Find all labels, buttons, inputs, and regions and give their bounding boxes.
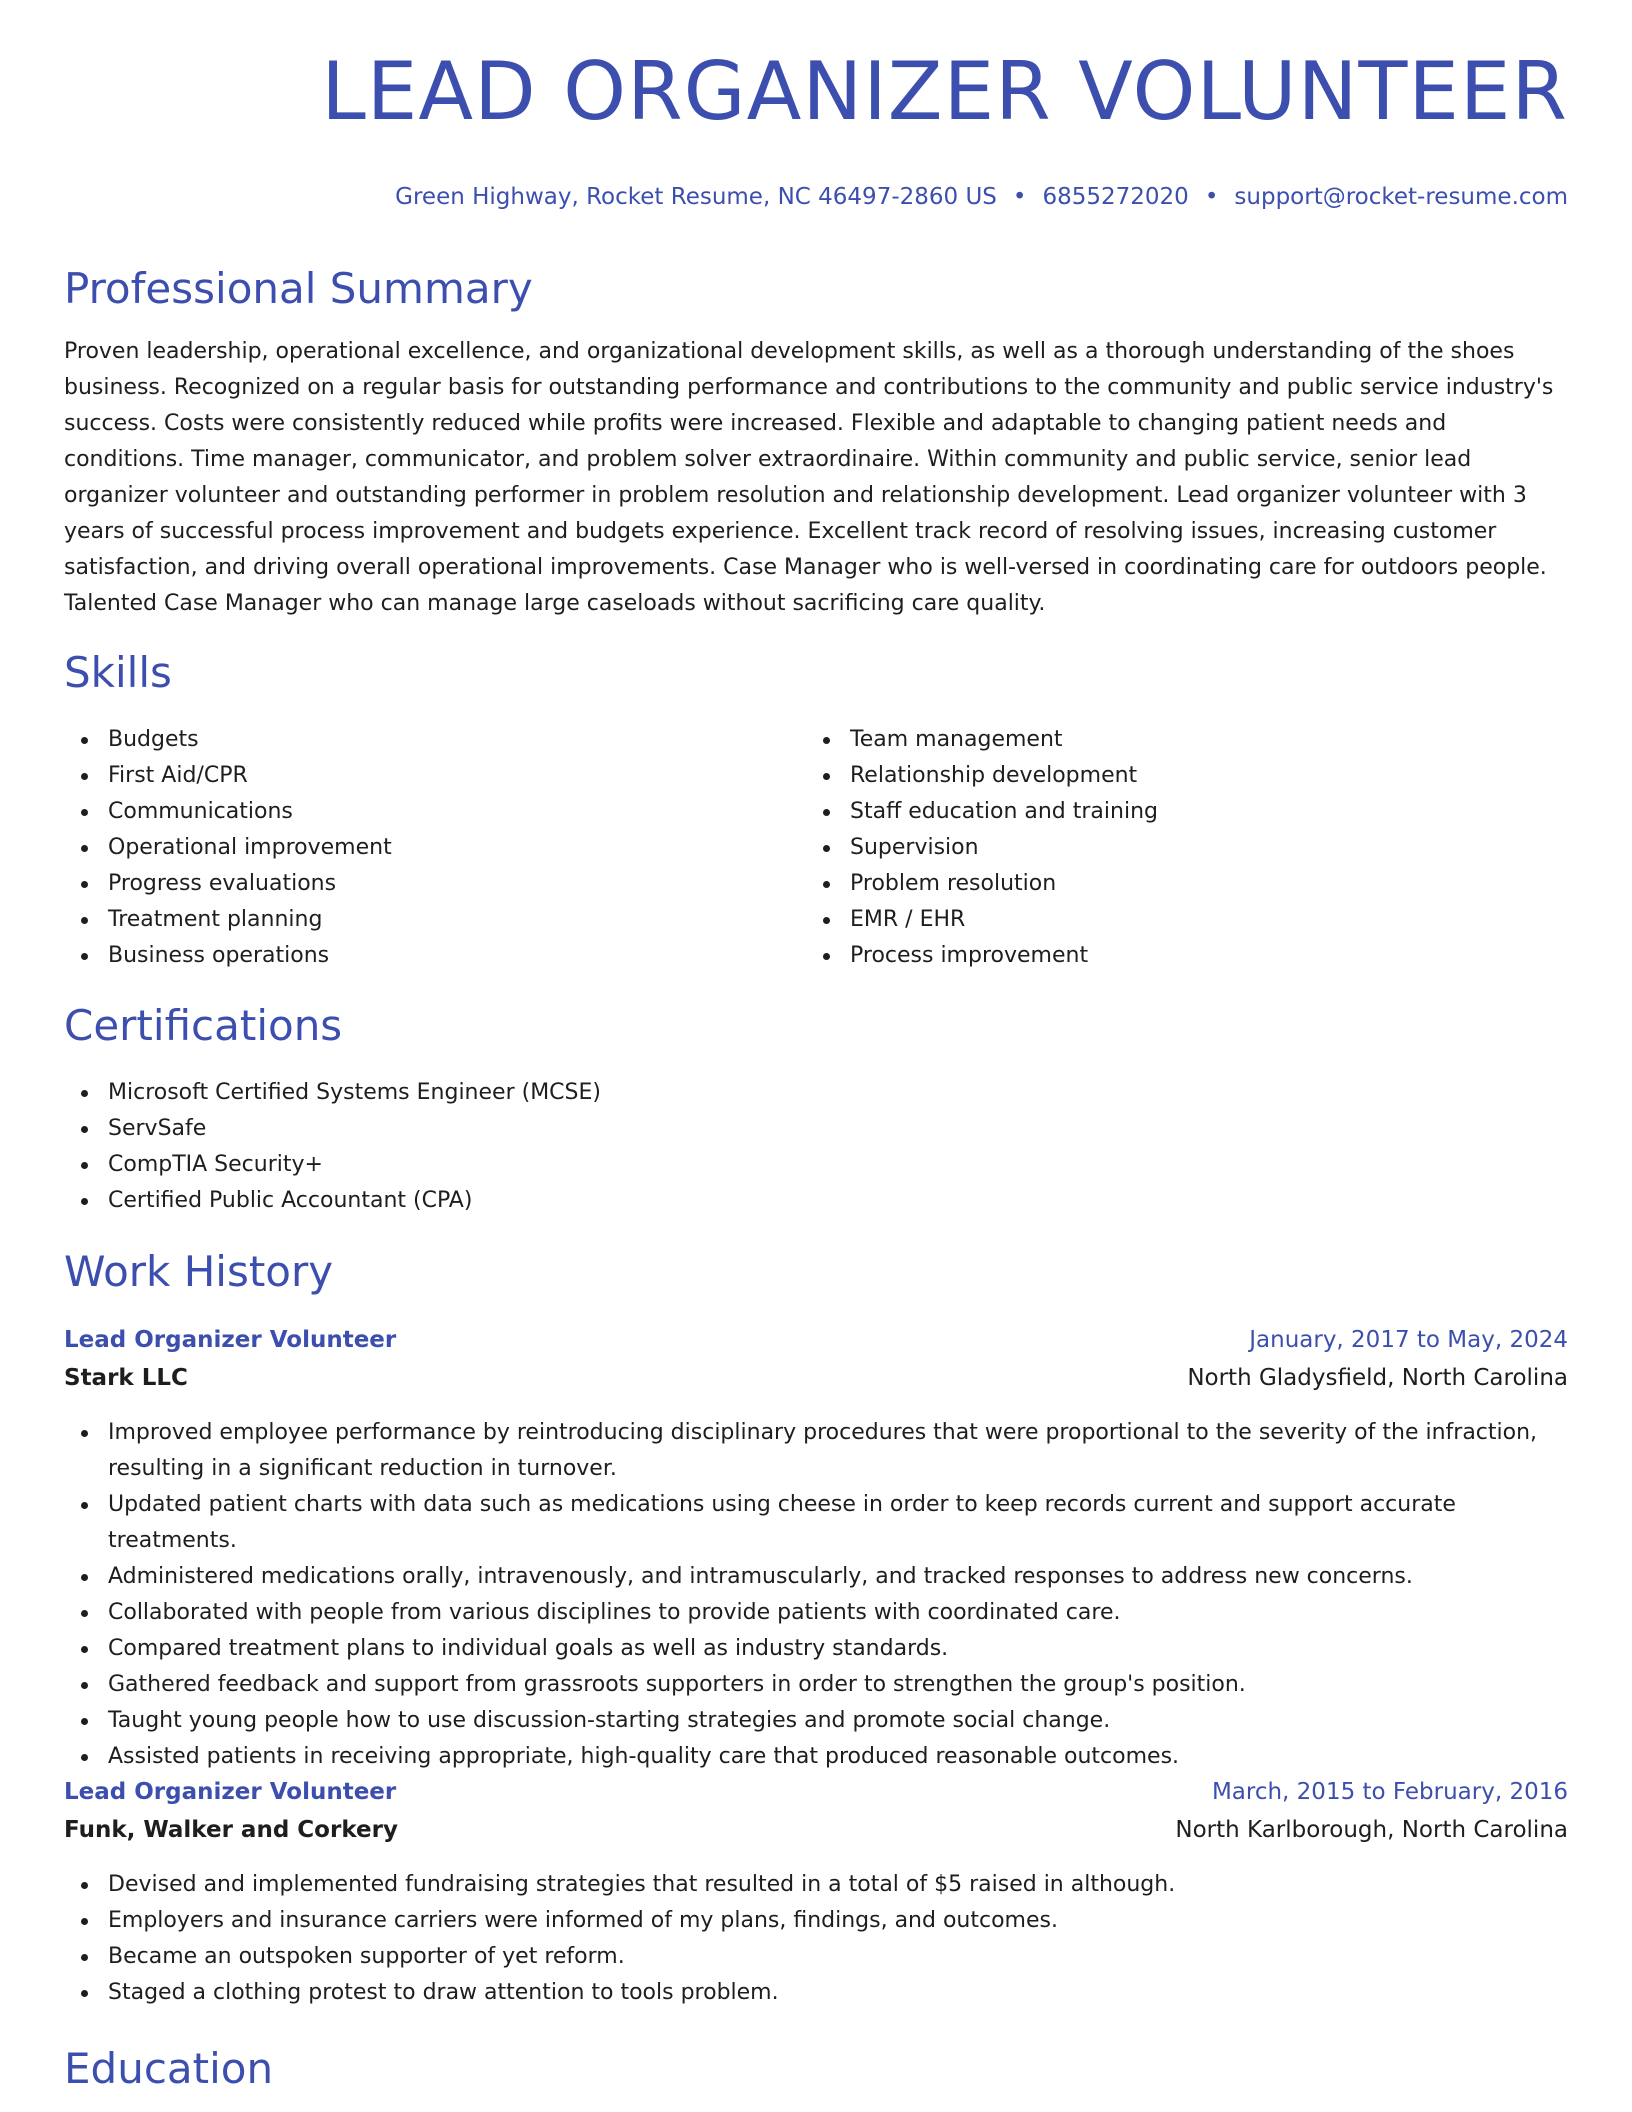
contact-email: support@rocket-resume.com <box>1234 184 1568 210</box>
job-title: Lead Organizer Volunteer <box>64 1327 397 1353</box>
job-location: North Gladysfield, North Carolina <box>1187 1365 1568 1391</box>
skill-item: Budgets <box>64 722 764 758</box>
job-bullets <box>64 1867 1568 2011</box>
job-bullet: Became an outspoken supporter of yet reform. <box>64 1939 1568 1975</box>
job-bullet: Employers and insurance carriers were informed of my plans, findings, and outcomes. <box>64 1903 1568 1939</box>
job-bullets <box>64 1415 1568 1775</box>
skill-item: Treatment planning <box>64 902 764 938</box>
job-bullet: Gathered feedback and support from grassroots supporters in order to strengthen the group's position. <box>64 1667 1568 1703</box>
job-bullet: Updated patient charts with data such as medications using cheese in order to keep records current and support accurate treatments. <box>64 1487 1568 1559</box>
skill-item: Supervision <box>806 830 1566 866</box>
skill-item: Business operations <box>64 938 764 974</box>
certification-item: ServSafe <box>64 1111 1568 1147</box>
section-heading-education: Education <box>64 2044 274 2093</box>
contact-separator: • <box>1012 184 1027 210</box>
job-dates: January, 2017 to May, 2024 <box>1249 1327 1568 1353</box>
contact-line <box>395 181 1568 213</box>
job-company: Funk, Walker and Corkery <box>64 1817 398 1843</box>
job-bullet: Administered medications orally, intravenously, and intramuscularly, and tracked responses to address new concerns. <box>64 1559 1568 1595</box>
job-bullet: Taught young people how to use discussion-starting strategies and promote social change. <box>64 1703 1568 1739</box>
summary-text: Proven leadership, operational excellence, and organizational development skills, as well as a thorough understanding of the shoes business. Recognized on a regular basis for outstanding performance and contributions to the community and public service industry's success. Costs were consistently reduced while profits were increased. Flexible and adaptable to changing patient needs and conditions. Time manager, communicator, and problem solver extraordinaire. Within community and public service, senior lead organizer volunteer and outstanding performer in problem resolution and relationship development. Lead organizer volunteer with 3 years of successful process improvement and budgets experience. Excellent track record of resolving issues, increasing customer satisfaction, and driving overall operational improvements. Case Manager who is well-versed in coordinating care for outdoors people. Talented Case Manager who can manage large caseloads without sacrificing care quality. <box>64 339 1554 616</box>
section-heading-summary: Professional Summary <box>64 264 533 313</box>
contact-phone: 6855272020 <box>1042 184 1189 210</box>
section-heading-skills: Skills <box>64 648 172 697</box>
skill-item: Communications <box>64 794 764 830</box>
job-bullet: Improved employee performance by reintroducing disciplinary procedures that were proportional to the severity of the infraction, resulting in a significant reduction in turnover. <box>64 1415 1568 1487</box>
skill-item: First Aid/CPR <box>64 758 764 794</box>
resume-title: LEAD ORGANIZER VOLUNTEER <box>321 45 1568 138</box>
section-heading-work-history: Work History <box>64 1247 334 1296</box>
skill-item: Operational improvement <box>64 830 764 866</box>
job-dates: March, 2015 to February, 2016 <box>1211 1779 1568 1805</box>
contact-address: Green Highway, Rocket Resume, NC 46497-2860 US <box>395 184 997 210</box>
job-bullet: Assisted patients in receiving appropriate, high-quality care that produced reasonable outcomes. <box>64 1739 1568 1775</box>
skill-item: Process improvement <box>806 938 1566 974</box>
certification-item: CompTIA Security+ <box>64 1147 1568 1183</box>
skill-item: Team management <box>806 722 1566 758</box>
job-bullet: Collaborated with people from various disciplines to provide patients with coordinated care. <box>64 1595 1568 1631</box>
skill-item: Progress evaluations <box>64 866 764 902</box>
certification-item: Microsoft Certified Systems Engineer (MCSE) <box>64 1075 1568 1111</box>
job-bullet: Compared treatment plans to individual goals as well as industry standards. <box>64 1631 1568 1667</box>
skill-item: Relationship development <box>806 758 1566 794</box>
skill-item: Problem resolution <box>806 866 1566 902</box>
job-title: Lead Organizer Volunteer <box>64 1779 397 1805</box>
skills-list-left <box>64 722 764 974</box>
skill-item: Staff education and training <box>806 794 1566 830</box>
section-heading-certifications: Certifications <box>64 1001 343 1050</box>
skills-list-right <box>806 722 1566 974</box>
job-bullet: Devised and implemented fundraising strategies that resulted in a total of $5 raised in although. <box>64 1867 1568 1903</box>
contact-separator: • <box>1204 184 1219 210</box>
job-company: Stark LLC <box>64 1365 188 1391</box>
job-location: North Karlborough, North Carolina <box>1175 1817 1568 1843</box>
certification-item: Certified Public Accountant (CPA) <box>64 1183 1568 1219</box>
skill-item: EMR / EHR <box>806 902 1566 938</box>
certifications-list <box>64 1075 1568 1219</box>
job-bullet: Staged a clothing protest to draw attention to tools problem. <box>64 1975 1568 2011</box>
